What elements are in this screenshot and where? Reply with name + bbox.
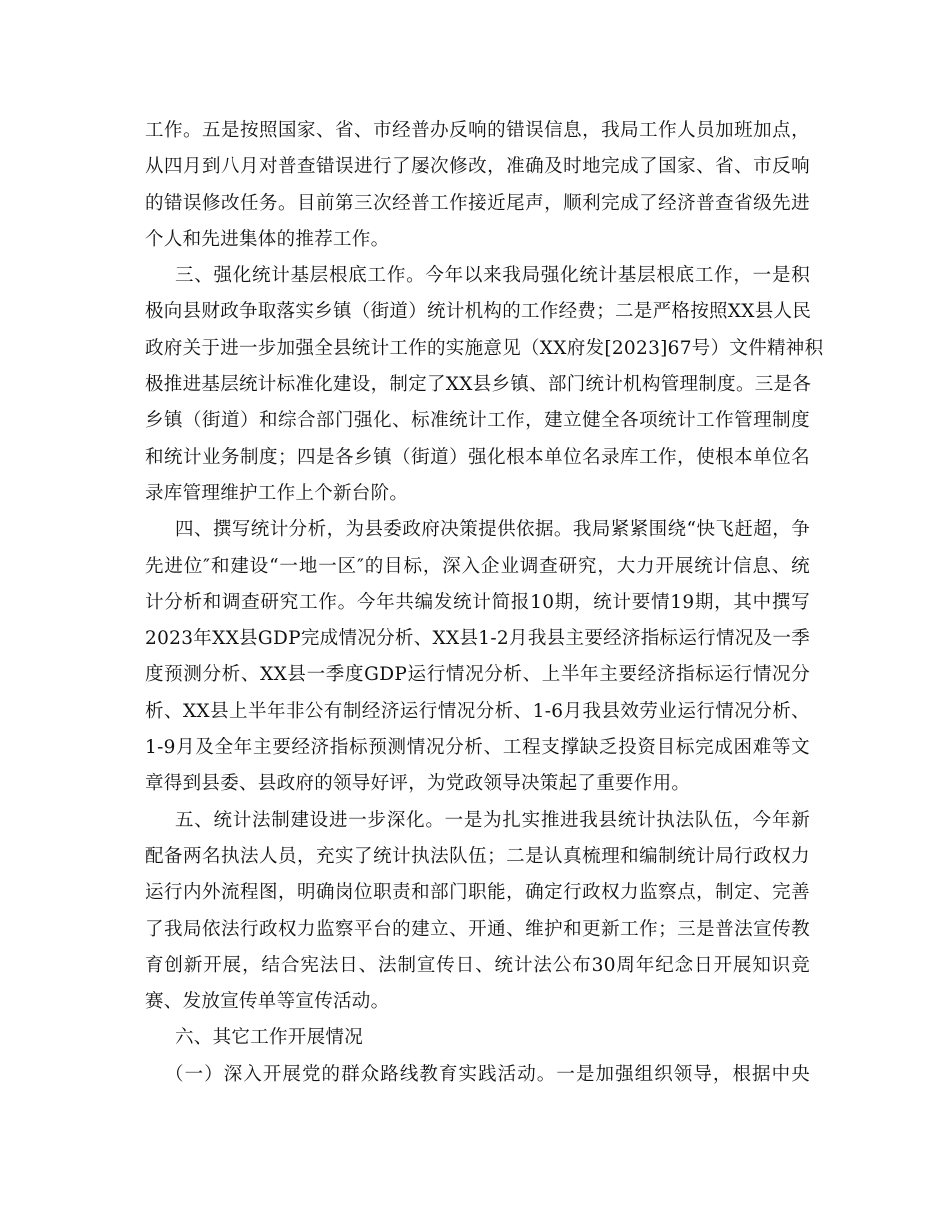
paragraph-start-line: 五、统计法制建设进一步深化。一是为扎实推进我县统计执法队伍，今年新 (175, 809, 810, 831)
text-line: 极推进基层统计标准化建设，制定了XX县乡镇、部门统计机构管理制度。三是各 (145, 374, 812, 396)
text-line: 育创新开展，结合宪法日、法制宣传日、统计法公布30周年纪念日开展知识竞 (145, 954, 810, 976)
text-line: 工作。五是按照国家、省、市经普办反响的错误信息，我局工作人员加班加点， (145, 120, 810, 141)
text-line: 度预测分析、XX县一季度GDP运行情况分析、上半年主要经济指标运行情况分 (145, 664, 810, 686)
text-line: 运行内外流程图，明确岗位职责和部门职能，确定行政权力监察点，制定、完善 (145, 882, 810, 904)
paragraph-start-line: 四、撰写统计分析，为县委政府决策提供依据。我局紧紧围绕“快飞赶超，争 (175, 519, 810, 541)
text-line: 2023年XX县GDP完成情况分析、XX县1-2月我县主要经济指标运行情况及一季 (145, 628, 810, 650)
text-line: 政府关于进一步加强全县统计工作的实施意见（XX府发[2023]67号）文件精神积 (145, 337, 824, 359)
text-line: 计分析和调查研究工作。今年共编发统计简报10期，统计要情19期，其中撰写 (145, 591, 810, 613)
text-line: 乡镇（街道）和综合部门强化、标准统计工作，建立健全各项统计工作管理制度 (145, 410, 810, 432)
text-line: 从四月到八月对普查错误进行了屡次修改，准确及时地完成了国家、省、市反响 (145, 156, 810, 178)
text-line: 极向县财政争取落实乡镇（街道）统计机构的工作经费；二是严格按照XX县人民 (145, 301, 812, 323)
paragraph-start-line: 三、强化统计基层根底工作。今年以来我局强化统计基层根底工作，一是积 (175, 265, 810, 287)
text-line: 先进位″和建设“一地一区″的目标，深入企业调查研究，大力开展统计信息、统 (145, 555, 810, 577)
text-line: 了我局依法行政权力监察平台的建立、开通、维护和更新工作；三是普法宣传教 (145, 918, 810, 940)
text-line: 配备两名执法人员，充实了统计执法队伍；二是认真梳理和编制统计局行政权力 (145, 845, 810, 867)
text-line: 赛、发放宣传单等宣传活动。 (145, 991, 390, 1013)
document-page (145, 113, 824, 1093)
text-line: 章得到县委、县政府的领导好评，为党政领导决策起了重要作用。 (145, 773, 691, 795)
text-line: 录库管理维护工作上个新台阶。 (145, 482, 409, 504)
text-line: 和统计业务制度；四是各乡镇（街道）强化根本单位名录库工作，使根本单位名 (145, 446, 810, 468)
text-line: 的错误修改任务。目前第三次经普工作接近尾声，顺利完成了经济普查省级先进 (145, 192, 810, 214)
text-line: 1-9月及全年主要经济指标预测情况分析、工程支撑缺乏投资目标完成困难等文 (145, 737, 810, 759)
paragraph-start-line: （一）深入开展党的群众路线教育实践活动。一是加强组织领导，根据中央 (165, 1063, 810, 1085)
text-line: 析、XX县上半年非公有制经济运行情况分析、1-6月我县效劳业运行情况分析、 (145, 700, 810, 722)
text-line: 个人和先进集体的推荐工作。 (145, 228, 390, 250)
section-heading: 六、其它工作开展情况 (175, 1027, 364, 1049)
